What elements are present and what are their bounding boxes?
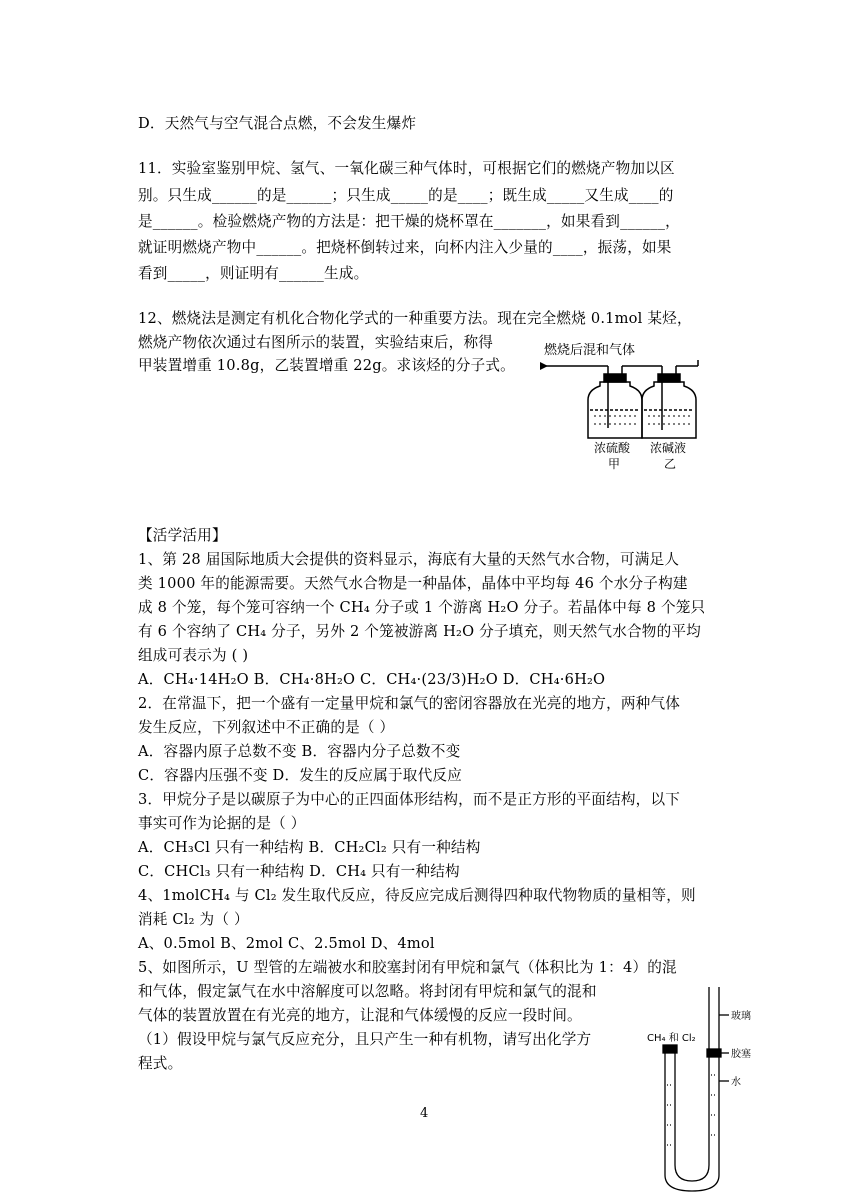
apply-q4-line-2: 消耗 Cl₂ 为（ ） bbox=[138, 911, 249, 928]
apply-q5-line-3: 气体的装置放置在有光亮的地方，让混和气体缓慢的反应一段时间。 bbox=[138, 1007, 582, 1024]
u-tube-apparatus-figure bbox=[645, 985, 785, 1193]
apply-q1-line-1: 1、第 28 届国际地质大会提供的资料显示，海底有大量的天然气水合物，可满足人 bbox=[138, 551, 680, 568]
apply-q1-line-3: 成 8 个笼，每个笼可容纳一个 CH₄ 分子或 1 个游离 H₂O 分子。若晶体中每 8 个笼只 bbox=[138, 599, 706, 616]
apply-q2-options-ab: A．容器内原子总数不变 B．容器内分子总数不变 bbox=[138, 743, 461, 760]
apply-q2-line-1: 2．在常温下，把一个盛有一定量甲烷和氯气的密闭容器放在光亮的地方，两种气体 bbox=[138, 695, 681, 712]
question-11-line-1: 11．实验室鉴别甲烷、氢气、一氧化碳三种气体时，可根据它们的燃烧产物加以区 bbox=[138, 160, 675, 177]
figure2-water-label: 水 bbox=[731, 1077, 741, 1088]
apply-q2-line-2: 发生反应，下列叙述中不正确的是（ ） bbox=[138, 719, 395, 736]
figure2-stopper-label: 胶塞 bbox=[731, 1049, 751, 1060]
page-number: 4 bbox=[420, 1106, 429, 1121]
apply-q3-options-ab: A．CH₃Cl 只有一种结构 B．CH₂Cl₂ 只有一种结构 bbox=[138, 839, 481, 856]
question-11-line-2: 别。只生成______的是______；只生成_____的是____；既生成_____又生成____的 bbox=[138, 187, 674, 204]
apply-q5-line-5: 程式。 bbox=[138, 1055, 183, 1072]
section-heading-apply: 【活学活用】 bbox=[138, 527, 227, 544]
apply-q1-line-2: 类 1000 年的能源需要。天然气水合物是一种晶体，晶体中平均每 46 个水分子构建 bbox=[138, 575, 688, 592]
figure2-gas-label: CH₄ 和 Cl₂ bbox=[647, 1033, 696, 1044]
apply-q2-options-cd: C．容器内压强不变 D．发生的反应属于取代反应 bbox=[138, 767, 462, 784]
question-11-line-5: 看到_____，则证明有______生成。 bbox=[138, 265, 369, 282]
figure2-glass-label: 玻璃 bbox=[731, 1011, 751, 1022]
figure1-left-sublabel: 甲 bbox=[608, 457, 621, 471]
apply-q1-line-4: 有 6 个容纳了 CH₄ 分子，另外 2 个笼被游离 H₂O 分子填充，则天然气水合物的平均 bbox=[138, 623, 701, 640]
apply-q4-options: A、0.5mol B、2mol C、2.5mol D、4mol bbox=[138, 935, 435, 952]
question-11-line-3: 是______。检验燃烧产物的方法是：把干燥的烧杯罩在_______，如果看到______， bbox=[138, 213, 680, 230]
apply-q5-line-1: 5、如图所示，U 型管的左端被水和胶塞封闭有甲烷和氯气（体积比为 1：4）的混 bbox=[138, 959, 677, 976]
question-12-line-2: 燃烧产物依次通过右图所示的装置，实验结束后，称得 bbox=[138, 334, 494, 351]
figure1-right-sublabel: 乙 bbox=[664, 457, 677, 471]
option-d-line: D．天然气与空气混合点燃，不会发生爆炸 bbox=[138, 115, 417, 132]
apply-q5-line-2: 和气体，假定氯气在水中溶解度可以忽略。将封闭有甲烷和氯气的混和 bbox=[138, 983, 597, 1000]
apply-q1-options: A．CH₄·14H₂O B．CH₄·8H₂O C．CH₄·(23/3)H₂O D．CH₄·6H₂O bbox=[138, 671, 606, 688]
apply-q3-line-2: 事实可作为论据的是（ ） bbox=[138, 815, 306, 832]
question-11-line-4: 就证明燃烧产物中______。把烧杯倒转过来，向杯内注入少量的____，振荡，如果 bbox=[138, 239, 672, 256]
figure1-right-label: 浓碱液 bbox=[650, 441, 687, 455]
apply-q4-line-1: 4、1molCH₄ 与 Cl₂ 发生取代反应，待反应完成后测得四种取代物物质的量相等，则 bbox=[138, 887, 696, 904]
apply-q3-options-cd: C．CHCl₃ 只有一种结构 D．CH₄ 只有一种结构 bbox=[138, 863, 460, 880]
apply-q1-line-5: 组成可表示为 ( ) bbox=[138, 647, 249, 664]
question-12-line-1: 12、燃烧法是测定有机化合物化学式的一种重要方法。现在完全燃烧 0.1mol 某烃， bbox=[138, 310, 692, 327]
question-12-line-3: 甲装置增重 10.8g，乙装置增重 22g。求该烃的分子式。 bbox=[138, 357, 515, 374]
wash-bottle-apparatus-figure bbox=[540, 338, 720, 473]
apply-q5-line-4: （1）假设甲烷与氯气反应充分，且只产生一种有机物，请写出化学方 bbox=[138, 1031, 592, 1048]
figure1-left-label: 浓硫酸 bbox=[594, 441, 631, 455]
figure1-caption: 燃烧后混和气体 bbox=[544, 343, 636, 358]
apply-q3-line-1: 3．甲烷分子是以碳原子为中心的正四面体形结构，而不是正方形的平面结构，以下 bbox=[138, 791, 681, 808]
